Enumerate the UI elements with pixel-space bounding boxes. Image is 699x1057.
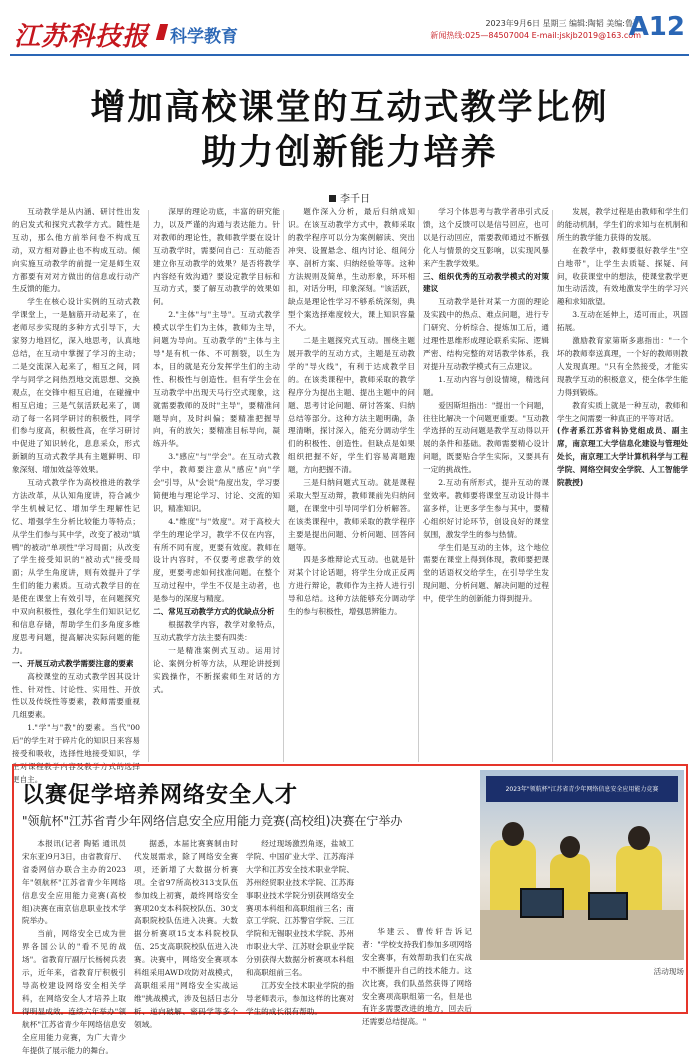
student-head — [502, 822, 524, 846]
feature-subtitle: "领航杯"江苏省青少年网络信息安全应用能力竞赛(高校组)决赛在宁举办 — [22, 814, 403, 828]
feature-box — [12, 764, 688, 1055]
event-photo — [480, 770, 684, 960]
article-paragraph: 互动式教学作为高校推进的教学方法改革，从认知角度讲，符合减少学生机械记忆、增加学生理解性记忆、增强学生分析比较能力等特点；从学生们参与其中学，改变了被动"填鸭"的被动"单项性"学习局面；从改变了学生接受知识的"被动式"接受局面；从学生角度讲，则有效提升了学生们的能力素质。互动式教学目的在是使在课堂上有效引导，在问题探究中双向积极性，强化学生们知识记忆和信息存储，帮助学生们多角度多维度思考问题，提高解决实际问题的能力。 — [12, 478, 140, 655]
section-subheading: 二、常见互动教学方式的优缺点分析 — [153, 607, 275, 617]
headline-line-1: 增加高校课堂的互动式教学比例 — [90, 88, 609, 128]
feature-column-4 — [362, 926, 472, 1027]
article-paragraph: 2."主体"与"主导"。互动式教学模式以学生们为主体，教师为主导，问题为导向。互动教学的"主体与主导"是有机一体、不可割裂，以生为本，目的就是充分发挥学生们的主动性、积极性与创造性。但有学生会在互动教学中出现天马行空式现象，这就需要教师的及时"主导"，要精准问题导向，及时纠偏；要精准把握导向，有的放矢；要精准目标导向，凝练升华。 — [153, 310, 280, 449]
desk — [480, 910, 684, 960]
author-note: (作者系江苏省科协党组成员、副主席，南京理工大学信息化建设与管理处处长，南京理工大学计算机科学与工程学院、网络空间安全学院、人工智能学院教授) — [557, 426, 688, 488]
article-column-5 — [557, 206, 688, 762]
column-divider — [148, 210, 149, 762]
newspaper-logo: 江苏科技报 — [14, 22, 150, 52]
photo-banner — [486, 776, 678, 802]
square-bullet-icon — [329, 195, 336, 202]
article-paragraph: 互动教学是针对某一方面的理论及实践中的热点、难点问题，进行专门研究、分析综合、提炼加工后，通过理性思维形成理论联系实际、逻辑严密、结构完整的对话教学体系，我对提升互动教学模式有三点建议。 — [423, 297, 549, 371]
article-column-1 — [12, 206, 140, 784]
author-name: 李千日 — [340, 194, 370, 205]
section-marker-icon — [156, 24, 168, 40]
feature-paragraph: 经过现场激烈角逐，盐城工学院、中国矿业大学、江苏海洋大学和江苏安全技术职业学院、苏州经贸职业技术学院、江苏海事职业技术学院分别获网络安全赛项本科组和高职组前三名；南京工学院、江苏警官学院、三江学院和无锡职业技术学院、苏州市职业大学、江苏财会职业学院分别获得大数据分析赛项本科组和高职组前三名。 — [246, 839, 354, 978]
feature-paragraph: 当前，网络安全已成为世界各国公认的"看不见的战场"。省教育厅副厅长杨树兵表示，近年来，省教育厅积极引导高校建设网络安全相关学科，在网络安全人才培养上取得明显成效。连续六年举办"领航杯"江苏省青少年网络信息安全应用能力竞赛，为广大青少年提供了展示能力的舞台。 — [22, 929, 126, 1055]
feature-column-1 — [22, 838, 126, 1055]
issue-date-editors: 2023年9月6日 星期三 编辑:陶韬 美编:鲁严 — [485, 19, 641, 28]
issue-meta — [430, 18, 641, 42]
section-subheading: 三、组织优秀的互动教学模式的对策建议 — [423, 271, 549, 294]
article-paragraph: 四是多维辩论式互动。也就是针对某个讨论话题，将学生分成正反两方进行辩论，教师作为主持人进行引导和总结。这种方法能够充分调动学生的参与积极性，增强思辨能力。 — [288, 555, 415, 617]
main-headline — [0, 86, 699, 176]
article-paragraph: 互动教学是从内涵、研讨性出发的启发式和探究式教学方式。随性是互动，那么他方前举问卷不构成互动，双方相对静止也不构成互动。倾向实施互动教学的前提一定是师生双方都要有对对方做出的信息或行动产生反馈的能力。 — [12, 207, 140, 294]
laptop-screen-icon — [520, 888, 564, 918]
contact-hotline: 新闻热线:025—84507004 E-mail:jskjb2019@163.com — [430, 31, 641, 40]
article-paragraph: 4."维度"与"效度"。对于高校大学生的理论学习，教学不仅在内容，有所不同有度，更要有效度。教师在设计内容时，不仅要考虑教学的效度，更要考虑如何找准问题。在整个互动过程中，学生不仅是主动者，也是参与的深度与精度。 — [153, 516, 280, 604]
article-paragraph: 学习个体思考与教学者串引式反馈，这个反馈可以是信号回应，也可以是行动回应，需要教师通过不断强化人与情景的交互影响，以实现风暴来产生教学效果。 — [423, 207, 549, 268]
article-paragraph: 深厚的理论功底，丰富的研究能力，以及严谨的沟通与表达能力。针对教师的理论性，教师教学要在设计互动教学时，需要问自己：互动能否建立你互动教学的效果？是否将教学内容经有效沟通？要设定教学目标和互动方式，要了解互动教学的效果如何。 — [153, 207, 280, 307]
feature-paragraph: 江苏安全技术职业学院的指导老师表示，参加这样的比赛对学生的成长很有帮助。 — [246, 980, 354, 1016]
student-head — [628, 826, 650, 850]
article-paragraph: 爱因斯坦指出："提出一个问题，往往比解决一个问题更重要。"互动教学选择的互动问题是教学互动得以开展的条件和基础。教师需要精心设计问题，既要贴合学生实际，又要具有一定的挑战性。 — [423, 400, 549, 475]
feature-column-2 — [134, 838, 238, 1029]
article-paragraph: 题作深入分析，最后归纳成知识。在该互动教学方式中，教师采取的教学程序可以分为案例解读、突出冲突、设置悬念、组内讨论、组间分享、剖析方案、归纳经验等等。这种方法规则及简单，生动形象，环环相扣，对话分明，印象深刻。"该活跃，缺点是理论性学习不够系统深刻，典型个案选择难度较大，课上知识容量不大。 — [288, 207, 415, 333]
feature-column-3 — [246, 838, 354, 1016]
article-paragraph: 在教学中，教师要很好教学生"空白地带"，让学生去质疑、探疑、问问，收获课堂中的想法，使课堂教学更加生动活泼，有效地激发学生的学习兴趣和求知欲望。 — [557, 245, 688, 307]
article-paragraph: 一是精准案例式互动。运用讨论、案例分析等方法，从理论讲授到实践操作，不断探索师生对话的方式。 — [153, 645, 280, 694]
column-divider — [418, 210, 419, 762]
page-number: A12 — [628, 12, 685, 42]
section-subheading: 一、开展互动式教学需要注意的要素 — [12, 658, 134, 668]
article-paragraph: 3."感应"与"学会"。在互动式教学中，教师要注意从"感应"向"学会"引导，从"会说"角度出发，学习要简便地与理论学习、讨论、交流的知识，精准知识。 — [153, 452, 280, 513]
article-column-3 — [288, 206, 415, 762]
article-column-2 — [153, 206, 280, 762]
byline — [0, 190, 699, 205]
column-divider — [552, 210, 553, 762]
laptop-screen-icon — [588, 892, 628, 920]
column-divider — [283, 210, 284, 762]
section-title: 科学教育 — [170, 27, 238, 47]
feature-title: 以赛促学培养网络安全人才 — [22, 783, 299, 808]
article-paragraph: 二是主题探究式互动。围绕主题展开教学的互动方式，主题是互动教学的"导火线"，有利于达成教学目的。在该类课程中，教师采取的教学程序分为提出主题、提出主题中的问题、思考讨论问题、研讨答案、归纳总结等部分。这种方法主题明确，条理清晰，探讨深入，能充分调动学生们的积极性、创造性。但缺点是如果组织把握不好，学生们容易离题跑题，方向把握不清。 — [288, 336, 415, 475]
article-paragraph: 学生在核心设计实例的互动式教学课堂上，一是脑筋开动起来了，在老师尽步实现的多种方式引导下，大家努力地回忆，深入地思考，认真地总结，在互动中掌握了学习的主动；二是交流深入起来了，相互之间，同学与同学之间热烈地交流思想、交换观点，在交锋中相互启迪，在碰撞中相互启迪；三是气氛活跃起来了，调动了每一名同学研讨的积极性，同学们参与度高，积极性高，在学习研讨中促进了知识转化，息息采众，形式新颖的互动式教学具有主题鲜明、印象深刻、增加效益等效果。 — [12, 297, 140, 475]
article-paragraph: 根据教学内容，教学对象特点，互动式教学方法主要有四类： — [153, 620, 280, 642]
headline-line-2: 助力创新能力培养 — [201, 133, 498, 173]
article-paragraph: 三是归纳问题式互动。就是课程采取大型互动辩，教师课前先归纳问题，在课堂中引导同学们分析解答。在该类课程中，教师采取的教学程序主要是提出问题、分析问题、回答问题等。 — [288, 478, 415, 552]
article-paragraph: 发展，教学过程是由教师和学生们的能动机制，学生们的求知与在机制和所生的教学能力获得的发展。 — [557, 207, 688, 242]
student-head — [560, 836, 580, 858]
masthead — [10, 8, 689, 56]
article-column-4 — [423, 206, 549, 762]
article-paragraph: 1.互动内容与创设情境，精选问题。 — [423, 374, 549, 397]
article-paragraph: 1."学"与"教"的要素。当代"00后"的学生对于碎片化的知识日来容易接受和吸收，选择性地接受知识，学生对课程教学内容及教学方式的选择更自主。 — [12, 723, 140, 784]
feature-paragraph: 华建云、曹传轩告诉记者："学校支持我们参加多项网络安全赛事，有效帮助我们在实战中不断提升自己的技术能力。这次比赛，我们队虽然获得了网络安全赛项高职组第一名，但是也有许多需要改进的地方，回去后还需要总结提高。" — [362, 927, 472, 1027]
article-body — [12, 206, 688, 784]
article-paragraph: 教育实质上就是一种互动，教师和学生之间需要一种真正的平等对话。 — [557, 400, 688, 423]
article-paragraph: 高校课堂的互动式教学因其设计性、针对性、讨论性、实用性、开放性以及传统性等要素，教师需要重视几组要素。 — [12, 671, 140, 720]
article-paragraph: 2.互动有所形式，提升互动的课堂效率。教师要将课堂互动设计得丰富多样，让更多学生参与其中，要精心组织好讨论环节，创设良好的课堂氛围，激发学生的参与热情。 — [423, 478, 549, 539]
article-paragraph: 激励教育家第斯多惠指出："一个坏的教师奉送真理，一个好的教师则教人发现真理。"只有全然接受，才能实现教学互动的积极意义，使全体学生能力得到锻炼。 — [557, 336, 688, 397]
feature-lead-paragraph: 本报讯(记者 陶韬 通讯员 宋东亚)9月3日，由省教育厅、省委网信办联合主办的2023年"领航杯"江苏省青少年网络信息安全应用能力竞赛(高校组)决赛在南京信息职业技术学院举办。 — [22, 839, 126, 926]
photo-banner-text: 2023年"领航杯"江苏省青少年网络信息安全应用能力竞赛 — [505, 786, 659, 793]
article-paragraph: 3.互动在延伸上，适可而止，巩固拓展。 — [557, 310, 688, 333]
article-paragraph: 学生们是互动的主体，这个地位需要在课堂上得到体现，教师要把课堂的话语权交给学生，在引导学生发现问题、分析问题、解决问题的过程中，使学生的创新能力得到提升。 — [423, 542, 549, 604]
photo-caption: 活动现场 — [653, 967, 684, 976]
feature-paragraph: 据悉，本届比赛赛制由时代发展需求，除了网络安全赛项，还新增了大数据分析赛项。全省97所高校313支队伍参加线上初赛，最终网络安全赛项20支本科院校队伍、30支高职院校队伍进入决赛。大数据分析赛项15支本科院校队伍、25支高职院校队伍进入决赛。决赛中，网络安全赛项本科组采用AWD攻防对战模式，高职组采用"网络安全实战运维"挑战模式，涉及包括日志分析、逆向破解、密码学等多个领域。 — [134, 839, 238, 1029]
